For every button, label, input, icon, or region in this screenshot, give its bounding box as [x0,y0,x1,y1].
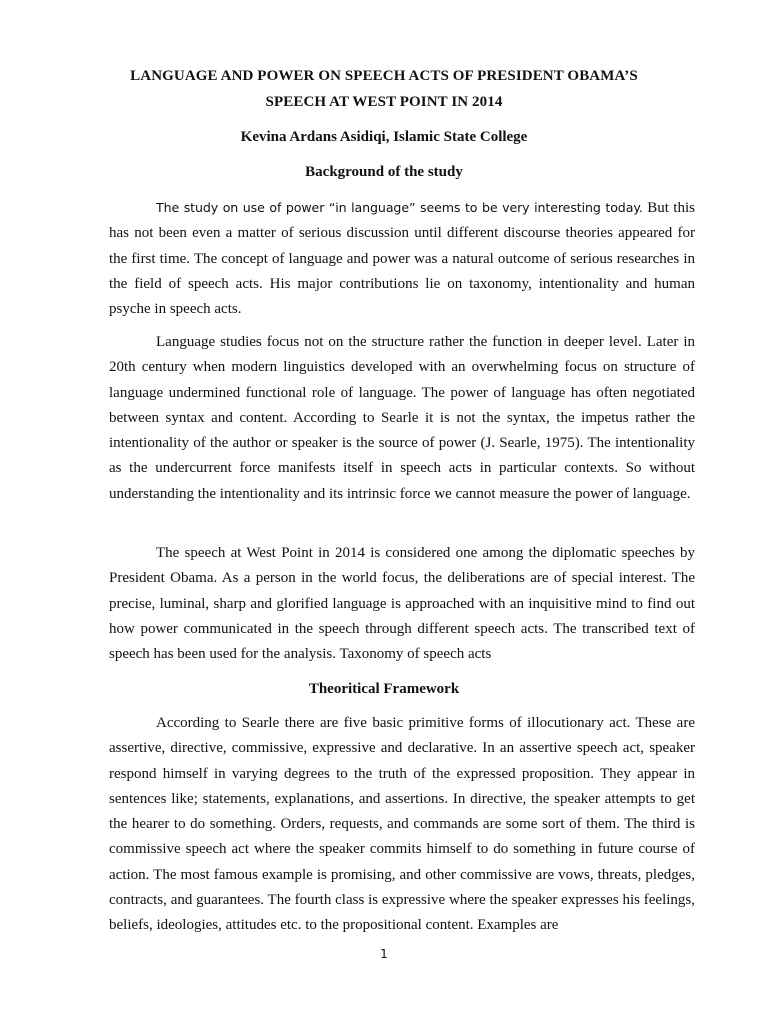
page-number: 1 [380,947,388,961]
section-heading-framework: Theoritical Framework [308,681,460,697]
document-title-line-1: LANGUAGE AND POWER ON SPEECH ACTS OF PRESIDENT OBAMA’S [130,68,638,84]
paragraph-2: Language studies focus not on the structure rather the function in deeper level. Later in 20th century when modern linguistics developed with an overwhelming focus on structure of language undermined functional role of language. The power of language has often negotiated between syntax and content. According to Searle it is not the syntax, the impetus rather the intentionality of the author or speaker is the source of power (J. Searle, 1975). The intentionality as the undercurrent force manifests itself in speech acts in particular contexts. So without understanding the intentionality and its intrinsic force we cannot measure the power of language. [109,334,695,502]
paragraph-3: The speech at West Point in 2014 is considered one among the diplomatic speeches by President Obama. As a person in the world focus, the deliberations are of special interest. The precise, luminal, sharp and glorified language is approached with an inquisitive mind to find out how power communicated in the speech through different speech acts. The transcribed text of speech has been used for the analysis. Taxonomy of speech acts [109,545,695,663]
paragraph-1-lead: The study on use of power “in language” seems to be very interesting today. [156,200,643,215]
paragraph-1 [109,195,695,322]
document-title-line-2: SPEECH AT WEST POINT IN 2014 [265,94,503,110]
paragraph-1-rest: But this has not been even a matter of serious discussion until different discourse theories appeared for the first time. The concept of language and power was a natural outcome of serious researches in the field of speech acts. His major contributions lie on taxonomy, intentionality and human psyche in speech acts. [109,200,695,318]
author-affiliation: Kevina Ardans Asidiqi, Islamic State College [240,129,528,145]
paragraph-4: According to Searle there are five basic primitive forms of illocutionary act. These are assertive, directive, commissive, expressive and declarative. In an assertive speech act, speaker respond himself in varying degrees to the truth of the expressed proposition. They appear in sentences like; statements, explanations, and assertions. In directive, the speaker attempts to get the hearer to do something. Orders, requests, and commands are some sort of them. The third is commissive speech act where the speaker commits himself to do something in future course of action. The most famous example is promising, and other commissive are vows, threats, pledges, contracts, and guarantees. The fourth class is expressive where the speaker expresses his feelings, beliefs, ideologies, attitudes etc. to the propositional content. Examples are [109,715,695,934]
section-heading-background: Background of the study [305,164,463,180]
